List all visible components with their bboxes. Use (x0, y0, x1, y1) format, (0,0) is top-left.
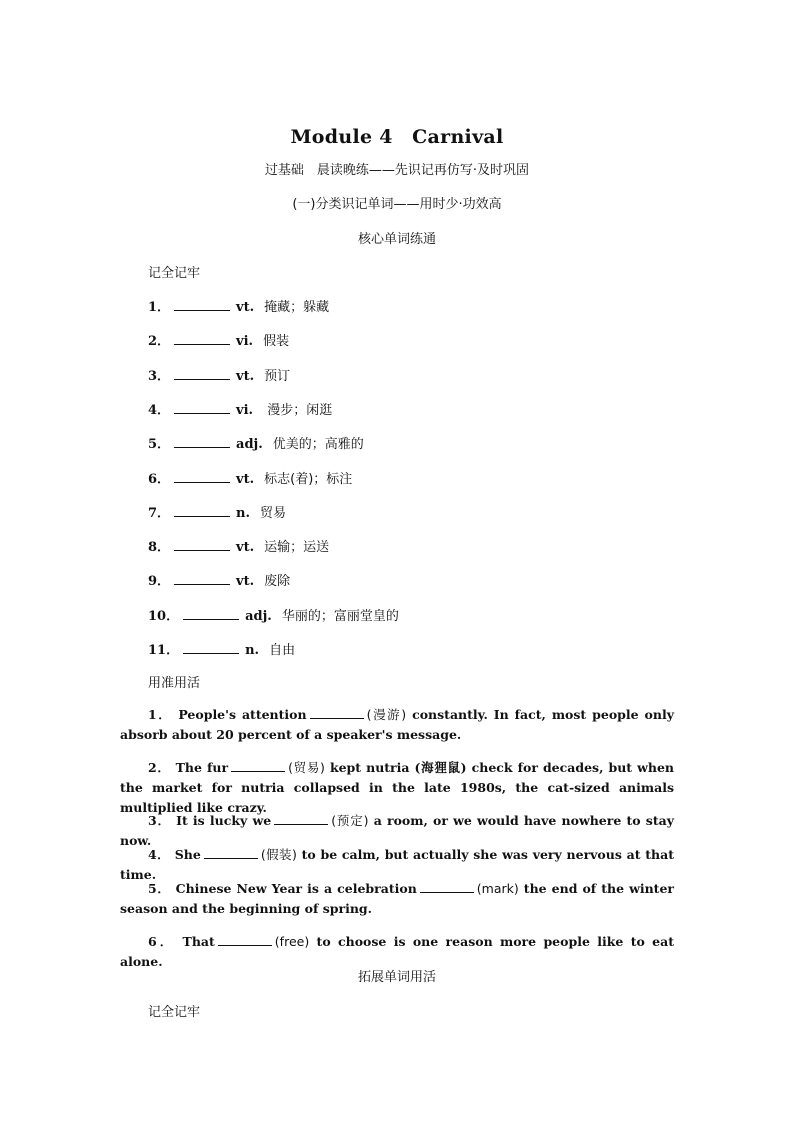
extend-words-heading: 拓展单词用活 (357, 970, 436, 985)
example-sentence: 3． It is lucky we (预定) a room, or we would have nowhere to stay now. (120, 813, 674, 848)
vocab-item (148, 468, 352, 487)
vocab-item (148, 502, 286, 521)
answer-blank[interactable] (274, 814, 328, 825)
word-meaning: 预订 (264, 368, 291, 384)
vocab-item (148, 365, 290, 384)
example-sentence: 1． People's attention (漫游) constantly. In fact, most people only absorb about 20 percent of a speaker's message. (120, 707, 674, 742)
vocab-item (148, 330, 289, 349)
answer-blank[interactable] (174, 472, 230, 483)
word-meaning: 假装 (263, 334, 290, 350)
part-of-speech: vt. (236, 471, 255, 487)
item-number: 7． (148, 505, 171, 521)
vocab-item (148, 433, 364, 452)
answer-blank[interactable] (183, 643, 239, 654)
answer-blank[interactable] (174, 574, 230, 585)
vocab-item (148, 570, 290, 589)
word-meaning: 标志(着)；标注 (264, 471, 353, 487)
item-number: 1． (148, 300, 171, 315)
part-of-speech: vi. (236, 402, 254, 418)
answer-blank[interactable] (231, 761, 285, 772)
answer-blank[interactable] (174, 369, 230, 380)
part-of-speech: adj. (236, 437, 263, 453)
memorize-label-2: 记全记牢 (148, 1005, 201, 1020)
part-of-speech: adj. (245, 608, 272, 624)
item-number: 2． (148, 334, 171, 350)
subtitle: 过基础 晨读晚练——先识记再仿写·及时巩固 (264, 163, 530, 178)
answer-blank[interactable] (174, 300, 230, 311)
vocab-item (148, 296, 329, 315)
vocab-item (148, 399, 332, 418)
answer-blank[interactable] (310, 708, 364, 719)
answer-blank[interactable] (204, 848, 258, 859)
word-meaning: 贸易 (260, 505, 287, 521)
word-meaning: 优美的；高雅的 (272, 437, 364, 453)
usage-label: 用准用活 (148, 676, 201, 691)
item-number: 11． (148, 643, 180, 658)
item-number: 9． (148, 574, 171, 590)
answer-blank[interactable] (218, 935, 272, 946)
part-of-speech: vt. (236, 368, 255, 384)
part-of-speech: vt. (236, 574, 255, 590)
answer-blank[interactable] (183, 609, 239, 620)
item-number: 5． (148, 437, 171, 453)
answer-blank[interactable] (420, 882, 474, 893)
vocab-item (148, 536, 329, 555)
part-of-speech: n. (245, 643, 260, 658)
item-number: 4． (148, 402, 171, 418)
word-meaning: 华丽的；富丽堂皇的 (281, 608, 399, 624)
item-number: 8． (148, 540, 171, 556)
example-sentence: 2． The fur (贸易) kept nutria (海狸鼠) check for decades, but when the market for nutria collapsed in the late 1980s, the cat-sized animals multiplied like crazy. (120, 760, 674, 815)
memorize-label: 记全记牢 (148, 266, 201, 281)
word-meaning: 漫步；闲逛 (263, 402, 333, 418)
answer-blank[interactable] (174, 334, 230, 345)
part-of-speech: vt. (236, 540, 255, 556)
item-number: 10． (148, 608, 180, 624)
example-sentence: 4． She (假装) to be calm, but actually she was very nervous at that time. (120, 847, 675, 882)
vocab-item (148, 639, 295, 658)
item-number: 6． (148, 471, 171, 487)
word-meaning: 运输；运送 (264, 540, 330, 556)
example-sentence: 6． That (free) to choose is one reason more people like to eat alone. (120, 934, 674, 969)
word-meaning: 掩藏；躲藏 (264, 300, 330, 315)
page-title: Module 4 Carnival (290, 126, 504, 148)
part-of-speech: n. (236, 505, 251, 521)
part-of-speech: vi. (236, 334, 254, 350)
answer-blank[interactable] (174, 403, 230, 414)
part-of-speech: vt. (236, 300, 255, 315)
answer-blank[interactable] (174, 540, 230, 551)
word-meaning: 自由 (269, 643, 296, 658)
core-words-heading: 核心单词练通 (357, 232, 436, 247)
example-sentence: 5． Chinese New Year is a celebration (mark) the end of the winter season and the beginning of spring. (120, 881, 674, 916)
answer-blank[interactable] (174, 437, 230, 448)
answer-blank[interactable] (174, 506, 230, 517)
vocab-item (148, 605, 399, 624)
section-heading: (一)分类识记单词——用时少·功效高 (292, 197, 502, 212)
item-number: 3． (148, 368, 171, 384)
word-meaning: 废除 (264, 574, 291, 590)
